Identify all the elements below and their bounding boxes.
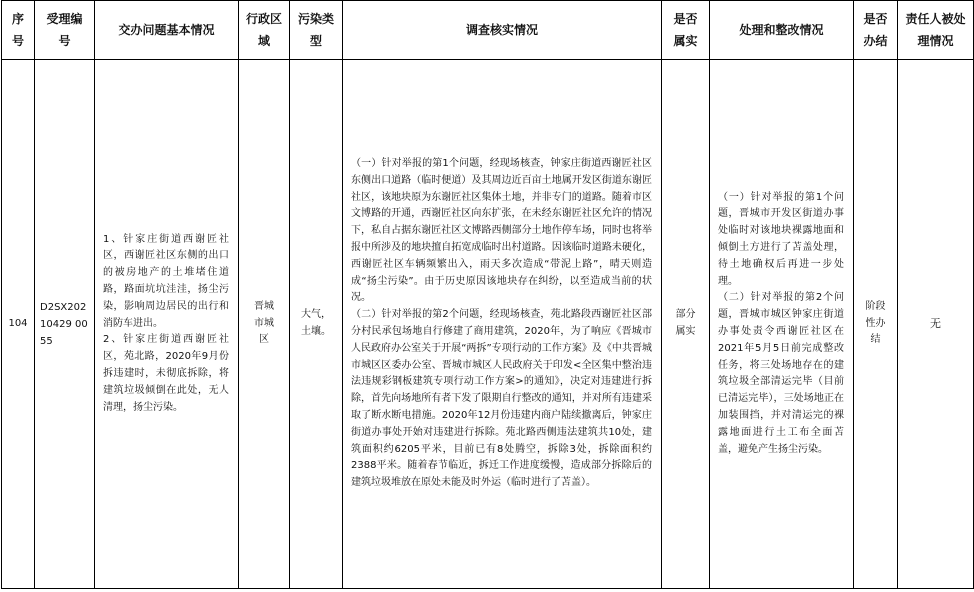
cell-accountability: 无 [898, 60, 974, 589]
cell-closed: 阶段性办结 [854, 60, 898, 589]
header-handling: 处理和整改情况 [710, 1, 854, 60]
header-accountability: 责任人被处理情况 [898, 1, 974, 60]
cell-accept-no: D2SX20210429 0055 [35, 60, 95, 589]
table-row [2, 60, 974, 589]
header-is-true: 是否属实 [662, 1, 710, 60]
cell-handling: （一）针对举报的第1个问题，晋城市开发区街道办事处临时对该地块裸露地面和倾倒土方进行了苫盖处理，待土地确权后再进一步处理。 （二）针对举报的第2个问题，晋城市城区钟家庄街道办事处责令西谢匠社区在2021年5月5日前完成整改任务，将三处场地存在的建筑垃圾全部清运完毕（目前已清运完毕），三处场地正在加装围挡，并对清运完的裸露地面进行土工布全面苫盖，避免产生扬尘污染。 [710, 60, 854, 589]
cell-region: 晋城市城区 [239, 60, 290, 589]
header-region: 行政区域 [239, 1, 290, 60]
header-investigation: 调查核实情况 [343, 1, 662, 60]
header-closed: 是否办结 [854, 1, 898, 60]
cell-pollution-type: 大气，土壤。 [290, 60, 343, 589]
cell-investigation: （一）针对举报的第1个问题，经现场核查，钟家庄街道西谢匠社区东侧出口道路（临时便道）及其周边近百亩土地属开发区街道东谢匠社区，该地块原为东谢匠社区集体土地，并非专门的道路。随着市区文博路的开通，西谢匠社区向东扩张，在未经东谢匠社区允许的情况下，私自占据东谢匠社区文博路西侧部分土地作停车场，同时也将举报中所涉及的地块擅自拓宽成临时出村道路。因该临时道路未硬化，西谢匠社区车辆频繁出入，雨天多次造成“带泥上路”，晴天则造成“扬尘污染”。由于历史原因该地块存在纠纷，以至造成当前的状况。 （二）针对举报的第2个问题，经现场核查，苑北路段西谢匠社区部分村民承包场地自行修建了商用建筑，2020年，为了响应《晋城市人民政府办公室关于开展“两拆”专项行动的工作方案》及《中共晋城市城区区委办公室、晋城市城区人民政府关于印发<全区集中整治违法违规彩钢板建筑专项行动工作方案>的通知》，决定对违建进行拆除，首先向场地所有者下发了限期自行整改的通知，并对所有违建采取了断水断电措施。2020年12月份违建内商户陆续撤离后，钟家庄街道办事处开始对违建进行拆除。苑北路西侧违法建筑共10处，建筑面积约6205平米，目前已有8处腾空，拆除3处，拆除面积约2388平米。随着春节临近，拆迁工作进度缓慢，造成部分拆除后的建筑垃圾堆放在原处未能及时外运（临时进行了苫盖）。 [343, 60, 662, 589]
header-issue: 交办问题基本情况 [95, 1, 239, 60]
header-pollution-type: 污染类型 [290, 1, 343, 60]
complaint-table [1, 0, 974, 589]
cell-is-true: 部分属实 [662, 60, 710, 589]
header-row [2, 1, 974, 60]
header-accept-no: 受理编号 [35, 1, 95, 60]
cell-seq: 104 [2, 60, 35, 589]
cell-issue: 1、针家庄街道西谢匠社区，西谢匠社区东侧的出口的被房地产的土堆堵住道路，路面坑坑洼洼，扬尘污染，影响周边居民的出行和消防车进出。 2、针家庄街道西谢匠社区，苑北路，2020年9月份拆违建时，未彻底拆除，将建筑垃圾倾倒在此处，无人清理，扬尘污染。 [95, 60, 239, 589]
header-seq: 序号 [2, 1, 35, 60]
